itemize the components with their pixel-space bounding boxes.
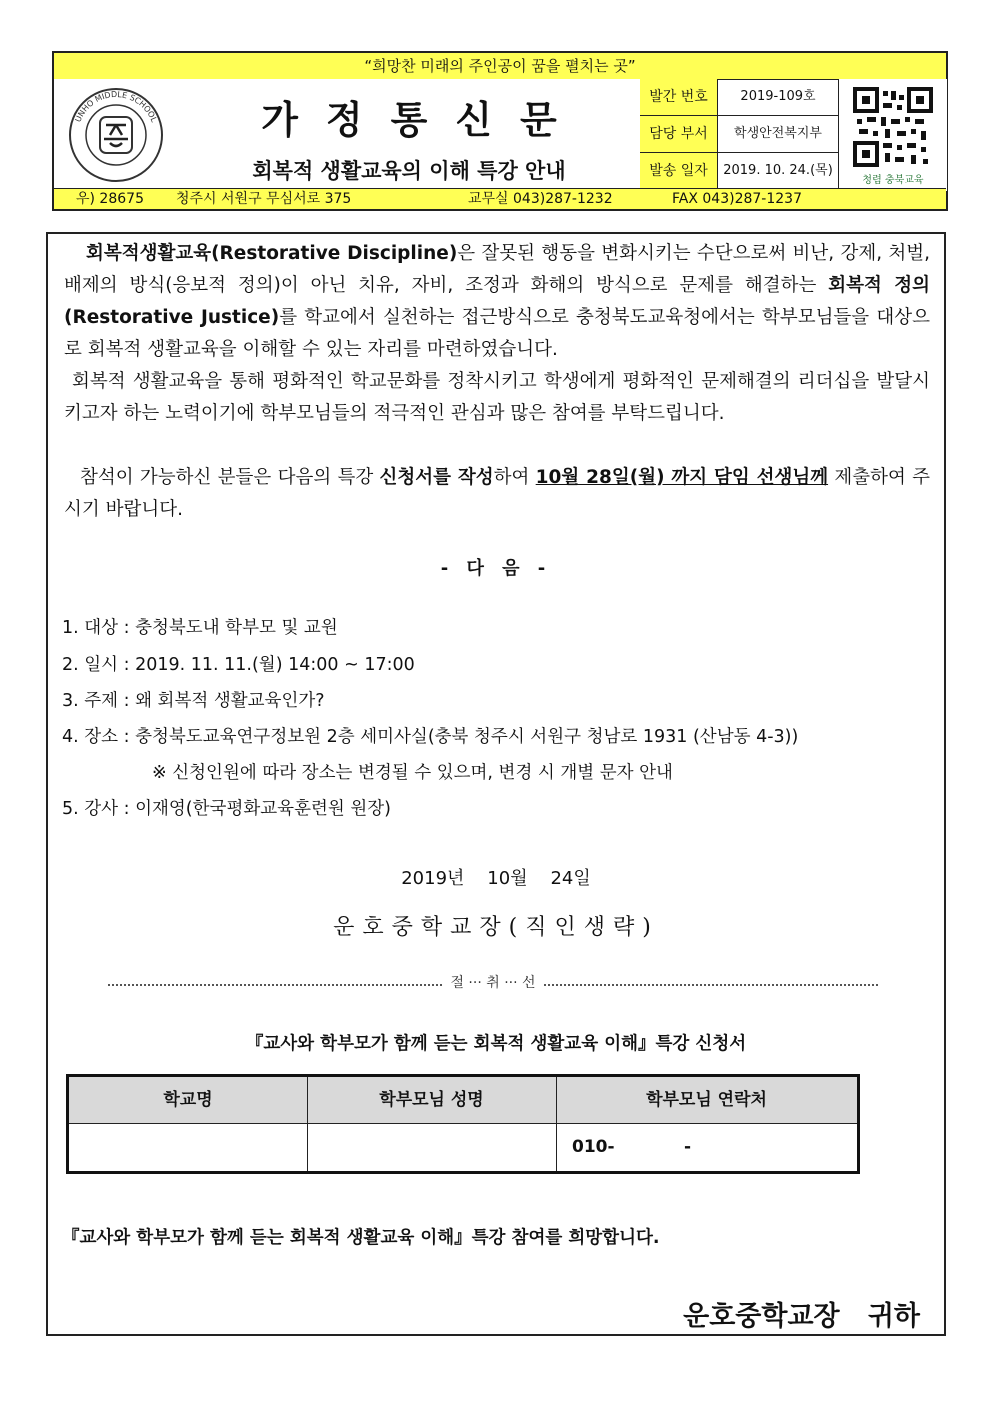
parent-name-field[interactable]	[307, 1124, 556, 1171]
parent-contact-field[interactable]	[556, 1124, 857, 1171]
send-date-row	[640, 153, 838, 191]
detail-topic: 3. 주제 : 왜 회복적 생활교육인가?	[62, 691, 325, 711]
newsletter-header	[52, 51, 948, 211]
department-row	[640, 116, 838, 153]
newsletter-title: 가정통신문	[261, 97, 585, 142]
department-label: 담당 부서	[640, 116, 718, 152]
application-form-table	[66, 1074, 860, 1174]
fax-number: FAX 043)287-1237	[672, 191, 802, 207]
title-cell	[178, 79, 641, 191]
cut-line-label: 절 ··· 취 ··· 선	[442, 975, 543, 991]
issue-number-value: 2019-109호	[740, 89, 816, 104]
intro-paragraph-1	[64, 238, 930, 366]
deadline-emphasis: 10월 28일(월) 까지 담임 선생님께	[535, 467, 829, 488]
letter-body	[46, 232, 946, 1336]
intro-text-1: 은 잘못된 행동을 변화시키는 수단으로써 비난, 강제, 처벌, 배제의 방식(응보적 정의)이 아닌 치유, 자비, 조정과 화해의 방식으로 문제를 해결하는	[64, 243, 930, 296]
school-name-field[interactable]	[69, 1124, 307, 1171]
header-parent-contact: 학부모님 연락처	[556, 1077, 857, 1124]
office-phone: 교무실 043)287-1232	[468, 191, 613, 207]
detail-venue: 4. 장소 : 충청북도교육연구정보원 2층 세미사실(충북 청주시 서원구 청남로 1931 (산남동 4-3))	[62, 727, 799, 747]
intro-paragraph-2: 회복적 생활교육을 통해 평화적인 학교문화를 정착시키고 학생에게 평화적인 문제해결의 리더십을 발달시키고자 하는 노력이기에 학부모님들의 적극적인 관심과 많은 참여를 부탁드립니다.	[64, 371, 930, 424]
principal-signature: 운호중학교장(직인생략)	[333, 915, 659, 940]
cut-line	[108, 972, 878, 992]
postal-code: 우) 28675	[76, 191, 144, 207]
participation-statement: 『교사와 학부모가 함께 듣는 회복적 생활교육 이해』특강 참여를 희망합니다.	[62, 1228, 660, 1248]
address-bar	[54, 188, 946, 209]
qr-caption: 청렴 충북교육	[862, 175, 924, 186]
school-motto: “희망찬 미래의 주인공이 꿈을 펼치는 곳”	[54, 53, 946, 80]
newsletter-subtitle: 회복적 생활교육의 이해 특강 안내	[252, 159, 566, 183]
issue-info-table	[640, 79, 838, 191]
form-addressee: 운호중학교장 귀하	[683, 1301, 920, 1332]
restorative-justice-term: 회복적 정의 (Restorative Justice)	[64, 275, 930, 328]
header-school-name: 학교명	[69, 1077, 307, 1124]
intro-text-5: 제출하여 주시기 바랍니다.	[64, 467, 931, 520]
street-address: 청주시 서원구 무심서로 375	[176, 191, 352, 207]
details-heading: - 다 음 -	[440, 558, 552, 579]
detail-venue-note: ※ 신청인원에 따라 장소는 변경될 수 있으며, 변경 시 개별 문자 안내	[152, 763, 673, 783]
logo-arc-text: UNHO MIDDLE SCHOOL	[73, 89, 159, 124]
intro-text-4: 하여	[493, 467, 536, 488]
qr-cell	[838, 79, 947, 191]
department-value: 학생안전복지부	[734, 126, 822, 141]
send-date-value: 2019. 10. 24.(목)	[723, 163, 833, 178]
restorative-discipline-term: 회복적생활교육(Restorative Discipline)	[86, 243, 458, 264]
school-logo-icon	[54, 79, 178, 191]
phone-separator: -	[684, 1137, 692, 1157]
send-date-label: 발송 일자	[640, 153, 718, 191]
issue-date: 2019년 10월 24일	[401, 868, 591, 889]
detail-speaker: 5. 강사 : 이재영(한국평화교육훈련원 원장)	[62, 799, 391, 819]
detail-target: 1. 대상 : 충청북도내 학부모 및 교원	[62, 618, 338, 638]
header-parent-name: 학부모님 성명	[307, 1077, 556, 1124]
intro-text-2: 를 학교에서 실천하는 접근방식으로 충청북도교육청에서는 학부모님들을 대상으로 회복적 생활교육을 이해할 수 있는 자리를 마련하였습니다.	[64, 307, 930, 360]
qr-code-icon	[839, 79, 947, 191]
detail-datetime: 2. 일시 : 2019. 11. 11.(월) 14:00 ~ 17:00	[62, 655, 415, 675]
phone-prefix: 010-	[572, 1137, 615, 1157]
application-form-title: 『교사와 학부모가 함께 듣는 회복적 생활교육 이해』특강 신청서	[245, 1034, 747, 1054]
issue-number-row	[640, 79, 838, 116]
issue-number-label: 발간 번호	[640, 79, 718, 115]
intro-text-3: 참석이 가능하신 분들은 다음의 특강	[80, 467, 380, 488]
application-emphasis: 신청서를 작성	[379, 467, 494, 488]
intro-paragraph-3	[64, 462, 930, 526]
school-logo-cell	[54, 79, 179, 191]
